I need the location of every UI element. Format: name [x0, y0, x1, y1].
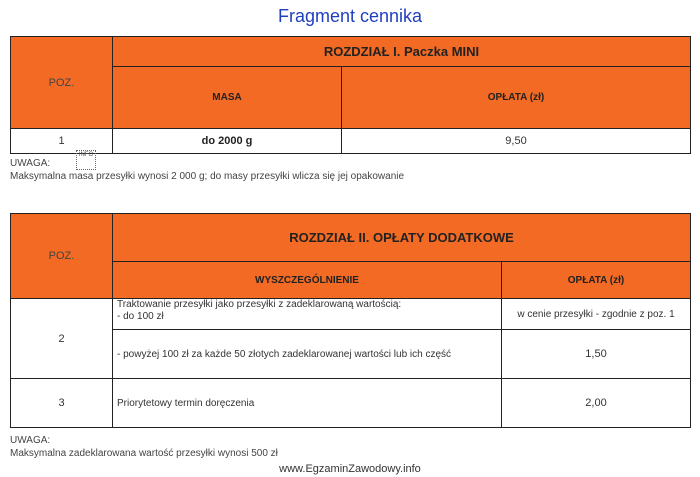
oplata-cell: 2,00	[502, 379, 691, 428]
poz-cell: 2	[11, 299, 113, 379]
oplata-cell: 1,50	[502, 330, 691, 379]
note-1	[10, 157, 404, 183]
poz-cell: 1	[11, 129, 113, 154]
note-text: Maksymalna zadeklarowana wartość przesyłki wynosi 500 zł	[10, 448, 278, 459]
spec-cell	[113, 299, 502, 330]
footer-url: www.EgzaminZawodowy.info	[279, 463, 421, 475]
table-row	[11, 129, 691, 154]
spec-line: - do 100 zł	[117, 311, 164, 322]
column-header-oplata: OPŁATA (zł)	[502, 262, 691, 299]
spec-cell: - powyżej 100 zł za każde 50 złotych zadeklarowanej wartości lub ich część	[113, 330, 502, 379]
price-table-mini	[10, 36, 691, 154]
spec-line: Traktowanie przesyłki jako przesyłki z zadeklarowaną wartością:	[117, 299, 402, 310]
table-row	[11, 379, 691, 428]
note-text: Maksymalna masa przesyłki wynosi 2 000 g; do masy przesyłki wlicza się jej opakowanie	[10, 171, 405, 182]
column-header-spec: WYSZCZEGÓLNIENIE	[113, 262, 502, 299]
oplata-cell: 9,50	[342, 129, 691, 154]
price-table-additional	[10, 213, 691, 428]
note-2	[10, 434, 278, 460]
poz-header: POZ.	[11, 37, 113, 129]
chapter-header: ROZDZIAŁ II. OPŁATY DODATKOWE	[113, 214, 691, 262]
note-label: UWAGA:	[10, 435, 51, 446]
poz-header: POZ.	[11, 214, 113, 299]
page-title: Fragment cennika	[277, 6, 423, 26]
column-header-masa: MASA	[113, 67, 342, 129]
poz-cell: 3	[11, 379, 113, 428]
note-label: UWAGA:	[10, 158, 51, 169]
spec-cell: Priorytetowy termin doręczenia	[113, 379, 502, 428]
oplata-cell: w cenie przesyłki - zgodnie z poz. 1	[502, 299, 691, 330]
column-header-oplata: OPŁATA (zł)	[342, 67, 691, 129]
stamp-icon: INFO	[76, 150, 96, 170]
table-row	[11, 299, 691, 330]
table-row	[11, 330, 691, 379]
chapter-header: ROZDZIAŁ I. Paczka MINI	[113, 37, 691, 67]
masa-cell: do 2000 g	[113, 129, 342, 154]
